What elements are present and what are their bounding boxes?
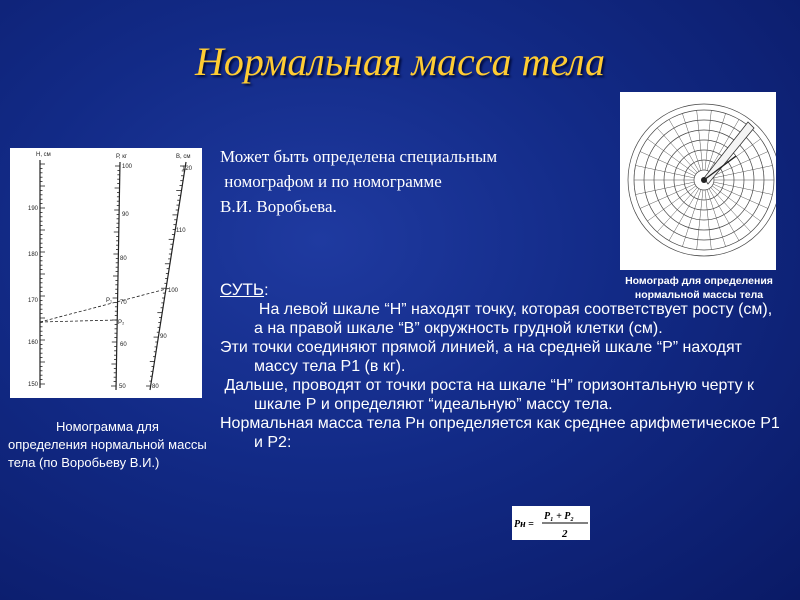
essence-paragraph-3: Дальше, проводят от точки роста на шкале “Н” горизонтальную черту к шкале Р и определяют “идеальную” массу тела.	[220, 377, 759, 413]
essence-label: СУТЬ	[220, 280, 265, 299]
nomogram-caption	[8, 418, 208, 472]
h-tick-170: 170	[28, 298, 39, 304]
formula-image	[512, 506, 590, 540]
b-tick-110: 110	[176, 228, 186, 234]
p2-marker-label: P₂	[118, 320, 125, 326]
nomogram-caption-rest: определения нормальной массы тела (по Воробьеву В.И.)	[8, 437, 207, 470]
essence-paragraph-4: Нормальная масса тела Рн определяется как среднее арифметическое Р1 и Р2:	[220, 415, 780, 451]
formula-lhs: Pн =	[514, 519, 534, 530]
dial-spoke	[709, 189, 739, 241]
p-tick-80: 80	[120, 256, 127, 262]
b-tick-100: 100	[168, 288, 179, 294]
p1-marker-label: P₁	[106, 298, 113, 304]
scale-h-label: Н, см	[36, 152, 51, 158]
essence-colon: :	[264, 282, 269, 299]
nomograph-image	[620, 92, 776, 270]
p-tick-70: 70	[120, 300, 127, 306]
nomogram-caption-line-1: Номограмма для	[56, 419, 159, 434]
dial-spoke	[669, 119, 699, 171]
formula-denominator: 2	[562, 528, 568, 540]
dial-spoke	[669, 189, 699, 241]
slide-title: Нормальная масса тела	[194, 39, 606, 84]
intro-line-1: Может быть определена специальным	[220, 147, 498, 166]
b-tick-90: 90	[160, 334, 167, 340]
scale-b-label: В, см	[176, 154, 191, 160]
intro-line-2: номографом и по номограмме	[220, 172, 442, 191]
intro-line-3: В.И. Воробьева.	[220, 197, 337, 216]
essence-paragraph-2: Эти точки соединяют прямой линией, а на средней шкале “Р” находят массу тела Р1 (в кг).	[220, 339, 742, 375]
nomogram-image	[10, 148, 202, 398]
p-tick-50: 50	[119, 384, 126, 390]
essence-block	[220, 280, 780, 452]
p-tick-100: 100	[122, 164, 133, 170]
b-tick-120: 120	[182, 166, 193, 172]
nomograph-caption: Номограф для определения нормальной массы тела	[625, 275, 773, 301]
h-tick-150: 150	[28, 382, 39, 388]
scale-p-label: Р, кг	[116, 154, 128, 160]
h-tick-180: 180	[28, 252, 39, 258]
essence-paragraph-1: На левой шкале “Н” находят точку, которая соответствует росту (см), а на правой шкале “В” окружность грудной клетки (см).	[250, 301, 777, 337]
h-tick-190: 190	[28, 206, 39, 212]
h-tick-160: 160	[28, 340, 39, 346]
b-tick-80: 80	[152, 384, 159, 390]
formula-numerator: P₁ + P₂	[544, 511, 574, 522]
intro-text	[220, 144, 610, 219]
p-tick-90: 90	[122, 212, 129, 218]
p-tick-60: 60	[120, 342, 127, 348]
